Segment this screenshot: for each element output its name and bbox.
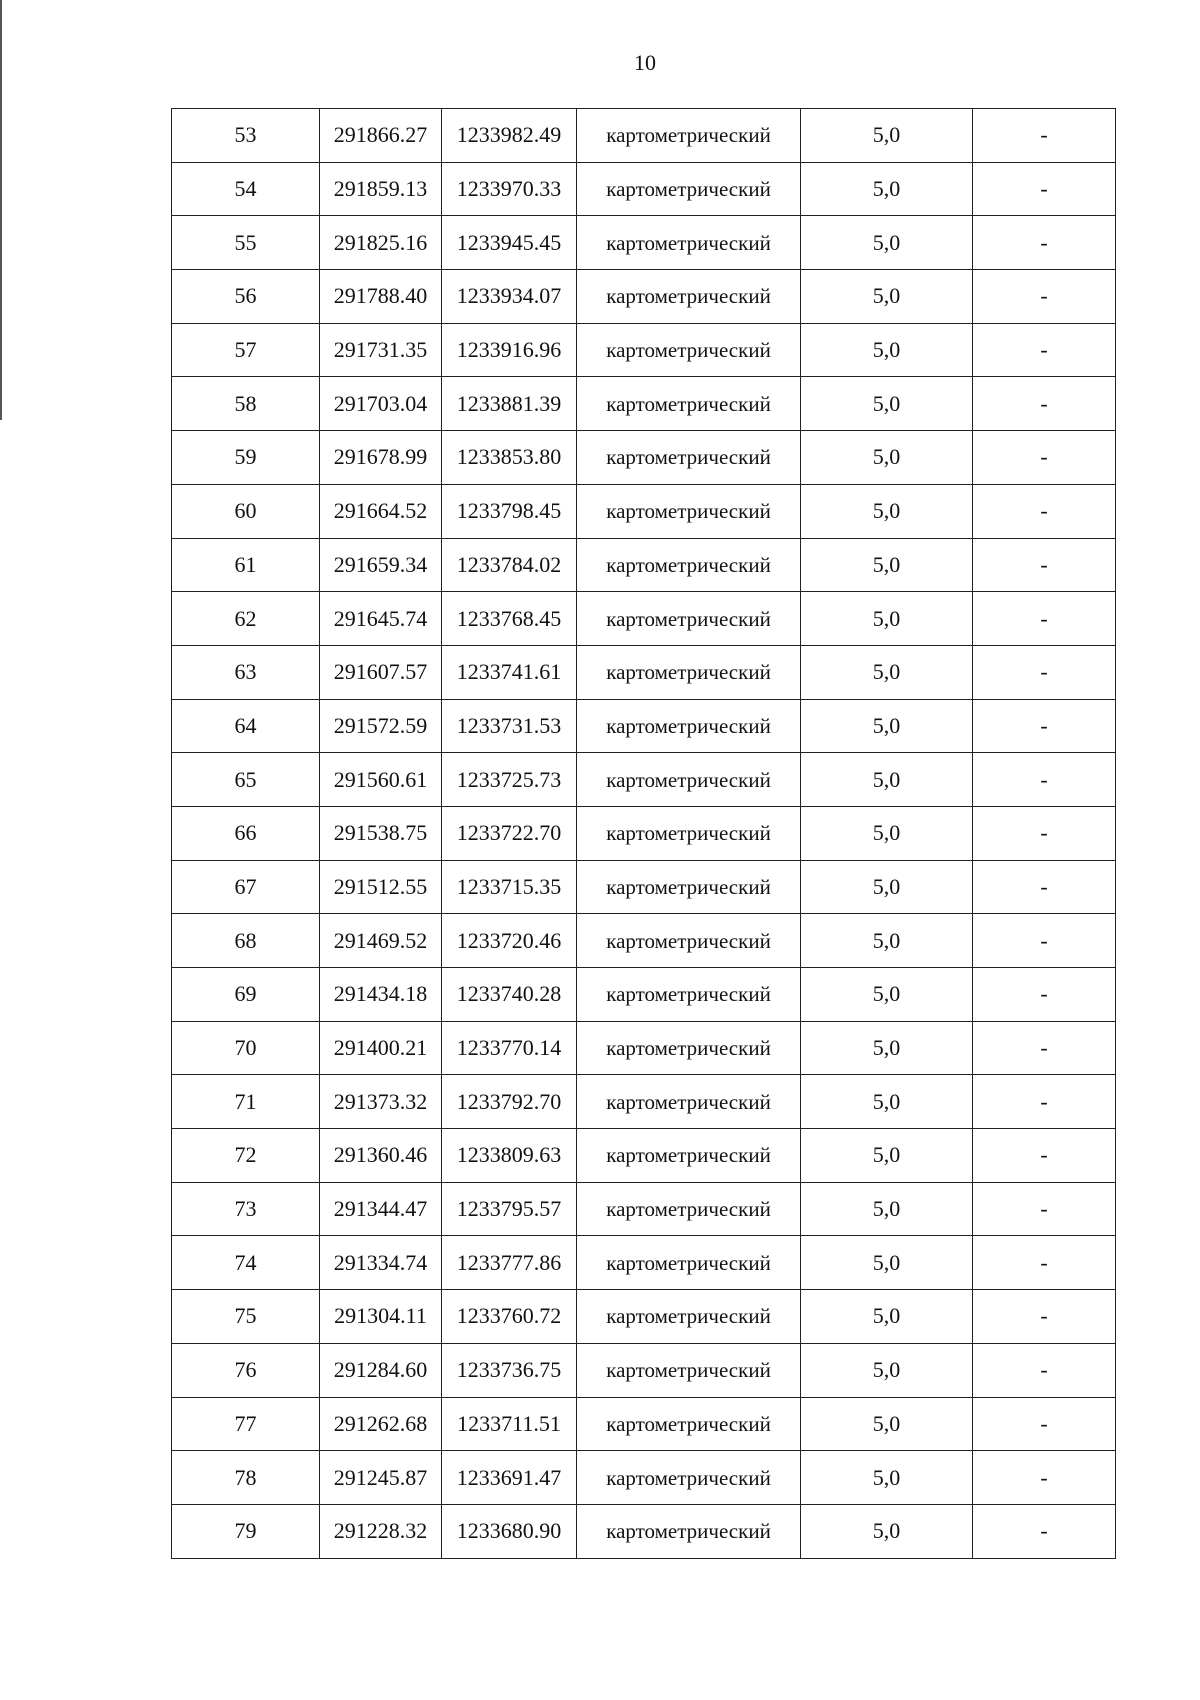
table-row xyxy=(172,162,1116,216)
y-coordinate-cell: 1233970.33 xyxy=(442,162,577,216)
table-row xyxy=(172,914,1116,968)
method-cell: картометрический xyxy=(577,860,801,914)
x-coordinate-cell: 291659.34 xyxy=(320,538,442,592)
note-cell: - xyxy=(973,538,1116,592)
y-coordinate-cell: 1233731.53 xyxy=(442,699,577,753)
note-cell: - xyxy=(973,1343,1116,1397)
table-row xyxy=(172,1290,1116,1344)
table-row xyxy=(172,1451,1116,1505)
note-cell: - xyxy=(973,431,1116,485)
accuracy-cell: 5,0 xyxy=(801,914,973,968)
x-coordinate-cell: 291703.04 xyxy=(320,377,442,431)
y-coordinate-cell: 1233881.39 xyxy=(442,377,577,431)
point-number-cell: 60 xyxy=(172,484,320,538)
method-cell: картометрический xyxy=(577,538,801,592)
table-row xyxy=(172,699,1116,753)
point-number-cell: 55 xyxy=(172,216,320,270)
table-row xyxy=(172,592,1116,646)
method-cell: картометрический xyxy=(577,1236,801,1290)
accuracy-cell: 5,0 xyxy=(801,806,973,860)
y-coordinate-cell: 1233715.35 xyxy=(442,860,577,914)
note-cell: - xyxy=(973,109,1116,163)
note-cell: - xyxy=(973,216,1116,270)
table-row xyxy=(172,1129,1116,1183)
accuracy-cell: 5,0 xyxy=(801,216,973,270)
y-coordinate-cell: 1233934.07 xyxy=(442,270,577,324)
accuracy-cell: 5,0 xyxy=(801,699,973,753)
note-cell: - xyxy=(973,968,1116,1022)
point-number-cell: 68 xyxy=(172,914,320,968)
table-row xyxy=(172,538,1116,592)
y-coordinate-cell: 1233711.51 xyxy=(442,1397,577,1451)
x-coordinate-cell: 291645.74 xyxy=(320,592,442,646)
point-number-cell: 61 xyxy=(172,538,320,592)
note-cell: - xyxy=(973,1182,1116,1236)
note-cell: - xyxy=(973,806,1116,860)
table-row xyxy=(172,323,1116,377)
table-row xyxy=(172,377,1116,431)
y-coordinate-cell: 1233798.45 xyxy=(442,484,577,538)
table-row xyxy=(172,216,1116,270)
y-coordinate-cell: 1233916.96 xyxy=(442,323,577,377)
note-cell: - xyxy=(973,592,1116,646)
x-coordinate-cell: 291434.18 xyxy=(320,968,442,1022)
accuracy-cell: 5,0 xyxy=(801,1290,973,1344)
point-number-cell: 57 xyxy=(172,323,320,377)
table-row xyxy=(172,753,1116,807)
table-row xyxy=(172,1182,1116,1236)
note-cell: - xyxy=(973,1021,1116,1075)
page-number: 10 xyxy=(634,50,656,75)
y-coordinate-cell: 1233982.49 xyxy=(442,109,577,163)
point-number-cell: 69 xyxy=(172,968,320,1022)
x-coordinate-cell: 291572.59 xyxy=(320,699,442,753)
x-coordinate-cell: 291228.32 xyxy=(320,1504,442,1558)
y-coordinate-cell: 1233795.57 xyxy=(442,1182,577,1236)
x-coordinate-cell: 291512.55 xyxy=(320,860,442,914)
accuracy-cell: 5,0 xyxy=(801,1504,973,1558)
y-coordinate-cell: 1233722.70 xyxy=(442,806,577,860)
method-cell: картометрический xyxy=(577,753,801,807)
method-cell: картометрический xyxy=(577,1129,801,1183)
note-cell: - xyxy=(973,645,1116,699)
table-row xyxy=(172,645,1116,699)
method-cell: картометрический xyxy=(577,1397,801,1451)
note-cell: - xyxy=(973,1129,1116,1183)
accuracy-cell: 5,0 xyxy=(801,377,973,431)
coordinates-table xyxy=(171,108,1116,1559)
table-row xyxy=(172,1021,1116,1075)
x-coordinate-cell: 291664.52 xyxy=(320,484,442,538)
x-coordinate-cell: 291334.74 xyxy=(320,1236,442,1290)
y-coordinate-cell: 1233680.90 xyxy=(442,1504,577,1558)
method-cell: картометрический xyxy=(577,1290,801,1344)
note-cell: - xyxy=(973,484,1116,538)
table-row xyxy=(172,1504,1116,1558)
x-coordinate-cell: 291262.68 xyxy=(320,1397,442,1451)
method-cell: картометрический xyxy=(577,645,801,699)
x-coordinate-cell: 291538.75 xyxy=(320,806,442,860)
accuracy-cell: 5,0 xyxy=(801,645,973,699)
note-cell: - xyxy=(973,323,1116,377)
y-coordinate-cell: 1233740.28 xyxy=(442,968,577,1022)
point-number-cell: 63 xyxy=(172,645,320,699)
point-number-cell: 73 xyxy=(172,1182,320,1236)
x-coordinate-cell: 291469.52 xyxy=(320,914,442,968)
method-cell: картометрический xyxy=(577,1021,801,1075)
point-number-cell: 78 xyxy=(172,1451,320,1505)
y-coordinate-cell: 1233777.86 xyxy=(442,1236,577,1290)
accuracy-cell: 5,0 xyxy=(801,592,973,646)
method-cell: картометрический xyxy=(577,1182,801,1236)
method-cell: картометрический xyxy=(577,914,801,968)
x-coordinate-cell: 291373.32 xyxy=(320,1075,442,1129)
method-cell: картометрический xyxy=(577,806,801,860)
y-coordinate-cell: 1233725.73 xyxy=(442,753,577,807)
x-coordinate-cell: 291731.35 xyxy=(320,323,442,377)
x-coordinate-cell: 291788.40 xyxy=(320,270,442,324)
accuracy-cell: 5,0 xyxy=(801,1451,973,1505)
accuracy-cell: 5,0 xyxy=(801,860,973,914)
note-cell: - xyxy=(973,914,1116,968)
point-number-cell: 76 xyxy=(172,1343,320,1397)
accuracy-cell: 5,0 xyxy=(801,1397,973,1451)
note-cell: - xyxy=(973,1397,1116,1451)
point-number-cell: 62 xyxy=(172,592,320,646)
method-cell: картометрический xyxy=(577,431,801,485)
method-cell: картометрический xyxy=(577,592,801,646)
y-coordinate-cell: 1233720.46 xyxy=(442,914,577,968)
note-cell: - xyxy=(973,1451,1116,1505)
accuracy-cell: 5,0 xyxy=(801,431,973,485)
note-cell: - xyxy=(973,270,1116,324)
accuracy-cell: 5,0 xyxy=(801,968,973,1022)
y-coordinate-cell: 1233792.70 xyxy=(442,1075,577,1129)
y-coordinate-cell: 1233760.72 xyxy=(442,1290,577,1344)
method-cell: картометрический xyxy=(577,1343,801,1397)
method-cell: картометрический xyxy=(577,323,801,377)
x-coordinate-cell: 291560.61 xyxy=(320,753,442,807)
y-coordinate-cell: 1233691.47 xyxy=(442,1451,577,1505)
accuracy-cell: 5,0 xyxy=(801,484,973,538)
point-number-cell: 72 xyxy=(172,1129,320,1183)
table-row xyxy=(172,1397,1116,1451)
note-cell: - xyxy=(973,753,1116,807)
accuracy-cell: 5,0 xyxy=(801,538,973,592)
y-coordinate-cell: 1233770.14 xyxy=(442,1021,577,1075)
table-row xyxy=(172,1075,1116,1129)
table-row xyxy=(172,484,1116,538)
y-coordinate-cell: 1233736.75 xyxy=(442,1343,577,1397)
x-coordinate-cell: 291344.47 xyxy=(320,1182,442,1236)
table-row xyxy=(172,968,1116,1022)
note-cell: - xyxy=(973,1075,1116,1129)
x-coordinate-cell: 291284.60 xyxy=(320,1343,442,1397)
method-cell: картометрический xyxy=(577,1451,801,1505)
accuracy-cell: 5,0 xyxy=(801,1182,973,1236)
table-row xyxy=(172,860,1116,914)
note-cell: - xyxy=(973,1236,1116,1290)
point-number-cell: 58 xyxy=(172,377,320,431)
point-number-cell: 59 xyxy=(172,431,320,485)
note-cell: - xyxy=(973,1504,1116,1558)
x-coordinate-cell: 291607.57 xyxy=(320,645,442,699)
x-coordinate-cell: 291360.46 xyxy=(320,1129,442,1183)
y-coordinate-cell: 1233784.02 xyxy=(442,538,577,592)
method-cell: картометрический xyxy=(577,699,801,753)
point-number-cell: 54 xyxy=(172,162,320,216)
accuracy-cell: 5,0 xyxy=(801,753,973,807)
point-number-cell: 66 xyxy=(172,806,320,860)
method-cell: картометрический xyxy=(577,270,801,324)
accuracy-cell: 5,0 xyxy=(801,323,973,377)
method-cell: картометрический xyxy=(577,162,801,216)
point-number-cell: 74 xyxy=(172,1236,320,1290)
accuracy-cell: 5,0 xyxy=(801,1075,973,1129)
table-row xyxy=(172,1343,1116,1397)
x-coordinate-cell: 291825.16 xyxy=(320,216,442,270)
table-row xyxy=(172,109,1116,163)
accuracy-cell: 5,0 xyxy=(801,1236,973,1290)
method-cell: картометрический xyxy=(577,968,801,1022)
table-row xyxy=(172,806,1116,860)
x-coordinate-cell: 291678.99 xyxy=(320,431,442,485)
point-number-cell: 65 xyxy=(172,753,320,807)
point-number-cell: 71 xyxy=(172,1075,320,1129)
x-coordinate-cell: 291859.13 xyxy=(320,162,442,216)
point-number-cell: 64 xyxy=(172,699,320,753)
table-row xyxy=(172,270,1116,324)
note-cell: - xyxy=(973,699,1116,753)
method-cell: картометрический xyxy=(577,377,801,431)
accuracy-cell: 5,0 xyxy=(801,1129,973,1183)
accuracy-cell: 5,0 xyxy=(801,1021,973,1075)
point-number-cell: 75 xyxy=(172,1290,320,1344)
point-number-cell: 53 xyxy=(172,109,320,163)
point-number-cell: 56 xyxy=(172,270,320,324)
y-coordinate-cell: 1233945.45 xyxy=(442,216,577,270)
note-cell: - xyxy=(973,377,1116,431)
x-coordinate-cell: 291245.87 xyxy=(320,1451,442,1505)
y-coordinate-cell: 1233768.45 xyxy=(442,592,577,646)
method-cell: картометрический xyxy=(577,1504,801,1558)
accuracy-cell: 5,0 xyxy=(801,162,973,216)
note-cell: - xyxy=(973,162,1116,216)
note-cell: - xyxy=(973,1290,1116,1344)
y-coordinate-cell: 1233809.63 xyxy=(442,1129,577,1183)
note-cell: - xyxy=(973,860,1116,914)
x-coordinate-cell: 291304.11 xyxy=(320,1290,442,1344)
y-coordinate-cell: 1233853.80 xyxy=(442,431,577,485)
x-coordinate-cell: 291866.27 xyxy=(320,109,442,163)
x-coordinate-cell: 291400.21 xyxy=(320,1021,442,1075)
point-number-cell: 79 xyxy=(172,1504,320,1558)
method-cell: картометрический xyxy=(577,216,801,270)
method-cell: картометрический xyxy=(577,109,801,163)
accuracy-cell: 5,0 xyxy=(801,109,973,163)
accuracy-cell: 5,0 xyxy=(801,270,973,324)
accuracy-cell: 5,0 xyxy=(801,1343,973,1397)
point-number-cell: 67 xyxy=(172,860,320,914)
table-row xyxy=(172,431,1116,485)
method-cell: картометрический xyxy=(577,1075,801,1129)
coordinates-table-body xyxy=(172,109,1116,1559)
point-number-cell: 77 xyxy=(172,1397,320,1451)
method-cell: картометрический xyxy=(577,484,801,538)
y-coordinate-cell: 1233741.61 xyxy=(442,645,577,699)
point-number-cell: 70 xyxy=(172,1021,320,1075)
table-row xyxy=(172,1236,1116,1290)
